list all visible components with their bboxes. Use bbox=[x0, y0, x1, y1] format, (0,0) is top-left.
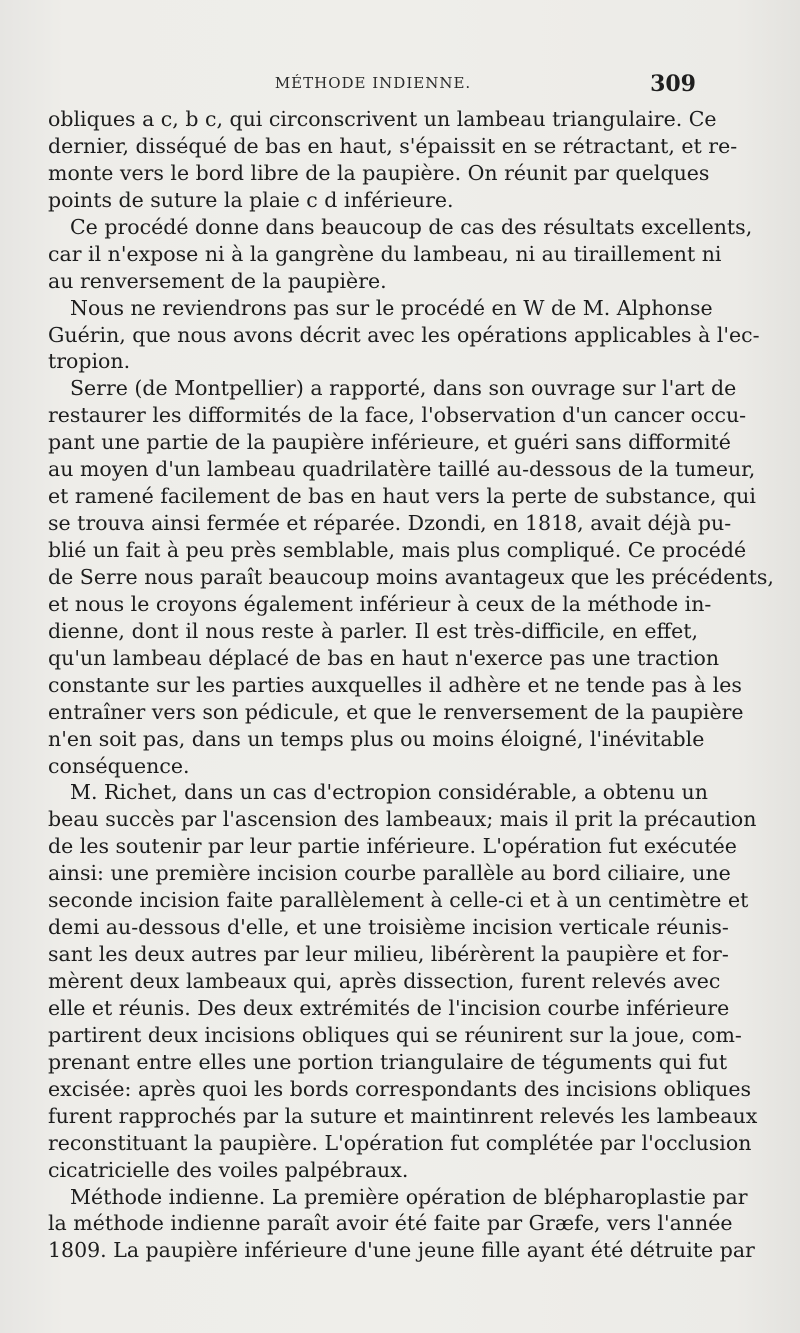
text-line: cicatricielle des voiles palpébraux. bbox=[48, 1157, 409, 1182]
text-line: furent rapprochés par la suture et maintinrent relevés les lambeaux bbox=[48, 1103, 758, 1128]
text-line: dernier, disséqué de bas en haut, s'épaissit en se rétractant, et re- bbox=[48, 133, 738, 158]
text-line: Nous ne reviendrons pas sur le procédé en W de M. Alphonse bbox=[70, 295, 713, 320]
text-line: au renversement de la paupière. bbox=[48, 268, 387, 293]
text-line: conséquence. bbox=[48, 753, 190, 778]
text-line: au moyen d'un lambeau quadrilatère taillé au-dessous de la tumeur, bbox=[48, 457, 756, 482]
text-line: monte vers le bord libre de la paupière. On réunit par quelques bbox=[48, 160, 710, 185]
text-line: Serre (de Montpellier) a rapporté, dans son ouvrage sur l'art de bbox=[70, 376, 737, 401]
text-line: la méthode indienne paraît avoir été faite par Græfe, vers l'année bbox=[48, 1211, 733, 1236]
text-line: se trouva ainsi fermée et réparée. Dzondi, en 1818, avait déjà pu- bbox=[48, 511, 732, 536]
text-line: prenant entre elles une portion triangulaire de téguments qui fut bbox=[48, 1049, 728, 1074]
text-line: sant les deux autres par leur milieu, libérèrent la paupière et for- bbox=[48, 942, 729, 967]
text-line: blié un fait à peu près semblable, mais plus compliqué. Ce procédé bbox=[48, 538, 747, 562]
text-line: Méthode indienne. La première opération de blépharoplastie par bbox=[70, 1184, 748, 1209]
text-line: restaurer les difformités de la face, l'observation d'un cancer occu- bbox=[48, 403, 747, 428]
text-line: Guérin, que nous avons décrit avec les opérations applicables à l'ec- bbox=[48, 322, 760, 347]
text-line: de les soutenir par leur partie inférieure. L'opération fut exécutée bbox=[48, 834, 737, 859]
text-line: Ce procédé donne dans beaucoup de cas des résultats excellents, bbox=[70, 214, 753, 239]
text-line: pant une partie de la paupière inférieure, et guéri sans difformité bbox=[48, 430, 731, 455]
text-line: 1809. La paupière inférieure d'une jeune fille ayant été détruite par bbox=[48, 1238, 755, 1263]
text-line: n'en soit pas, dans un temps plus ou moins éloigné, l'inévitable bbox=[48, 726, 705, 751]
text-line: seconde incision faite parallèlement à celle-ci et à un centimètre et bbox=[48, 888, 749, 913]
body-text bbox=[48, 106, 774, 1264]
page-number: 309 bbox=[650, 71, 696, 97]
text-line: elle et réunis. Des deux extrémités de l'incision courbe inférieure bbox=[48, 995, 730, 1020]
text-line: tropion. bbox=[48, 349, 131, 374]
text-line: et nous le croyons également inférieur à ceux de la méthode in- bbox=[48, 591, 712, 616]
text-line: mèrent deux lambeaux qui, après dissection, furent relevés avec bbox=[48, 969, 721, 993]
text-line: M. Richet, dans un cas d'ectropion considérable, a obtenu un bbox=[70, 780, 708, 805]
running-title: MÉTHODE INDIENNE. bbox=[274, 74, 472, 92]
page-header bbox=[48, 71, 698, 100]
text-line: et ramené facilement de bas en haut vers la perte de substance, qui bbox=[48, 484, 756, 509]
text-line: qu'un lambeau déplacé de bas en haut n'exerce pas une traction bbox=[48, 645, 720, 670]
text-line: beau succès par l'ascension des lambeaux; mais il prit la précaution bbox=[48, 807, 757, 832]
text-line: obliques a c, b c, qui circonscrivent un lambeau triangulaire. Ce bbox=[48, 107, 717, 131]
text-line: reconstituant la paupière. L'opération fut complétée par l'occlusion bbox=[48, 1130, 752, 1155]
text-line: entraîner vers son pédicule, et que le renversement de la paupière bbox=[48, 699, 744, 724]
text-line: ainsi: une première incision courbe parallèle au bord ciliaire, une bbox=[48, 861, 731, 886]
text-line: partirent deux incisions obliques qui se réunirent sur la joue, com- bbox=[48, 1022, 742, 1047]
text-line: demi au-dessous d'elle, et une troisième incision verticale réunis- bbox=[48, 915, 729, 940]
text-line: de Serre nous paraît beaucoup moins avantageux que les précédents, bbox=[48, 564, 774, 589]
text-line: excisée: après quoi les bords correspondants des incisions obliques bbox=[48, 1076, 752, 1101]
text-line: dienne, dont il nous reste à parler. Il est très-difficile, en effet, bbox=[48, 618, 698, 643]
text-line: points de suture la plaie c d inférieure. bbox=[48, 187, 454, 212]
text-line: car il n'expose ni à la gangrène du lambeau, ni au tiraillement ni bbox=[48, 241, 722, 266]
text-line: constante sur les parties auxquelles il adhère et ne tende pas à les bbox=[48, 672, 742, 697]
